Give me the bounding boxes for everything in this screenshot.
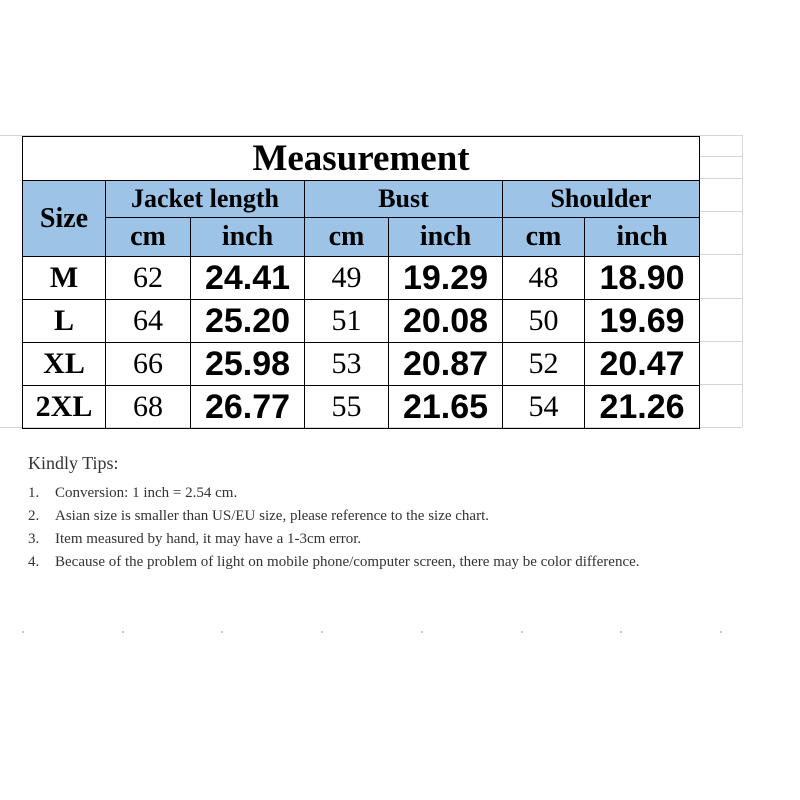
table-row	[23, 386, 700, 429]
unit-cm-header: cm	[503, 218, 585, 257]
size-cell: L	[23, 300, 106, 343]
tip-text: Asian size is smaller than US/EU size, please reference to the size chart.	[55, 508, 489, 524]
jacket-cm-cell: 66	[106, 343, 191, 386]
size-cell: M	[23, 257, 106, 300]
table-row	[23, 300, 700, 343]
jacket-inch-cell: 25.98	[191, 343, 305, 386]
jacket-cm-cell: 64	[106, 300, 191, 343]
bust-header: Bust	[305, 181, 503, 218]
unit-inch-header: inch	[585, 218, 700, 257]
size-cell: 2XL	[23, 386, 106, 429]
shoulder-inch-cell: 21.26	[585, 386, 700, 429]
grid-line	[700, 341, 742, 342]
list-item	[28, 551, 688, 574]
unit-inch-header: inch	[191, 218, 305, 257]
size-cell: XL	[23, 343, 106, 386]
grid-line	[700, 156, 742, 157]
shoulder-inch-cell: 19.69	[585, 300, 700, 343]
tip-number: 1.	[28, 485, 40, 501]
jacket-inch-cell: 26.77	[191, 386, 305, 429]
bust-inch-cell: 20.87	[389, 343, 503, 386]
jacket-inch-cell: 24.41	[191, 257, 305, 300]
jacket-cm-cell: 68	[106, 386, 191, 429]
bust-inch-cell: 19.29	[389, 257, 503, 300]
tip-number: 2.	[28, 508, 40, 524]
bust-inch-cell: 21.65	[389, 386, 503, 429]
list-item	[28, 505, 688, 528]
shoulder-header: Shoulder	[503, 181, 700, 218]
tip-text: Item measured by hand, it may have a 1-3cm error.	[55, 531, 362, 547]
size-column-header: Size	[23, 181, 106, 257]
grid-line	[700, 384, 742, 385]
bust-cm-cell: 55	[305, 386, 389, 429]
bust-inch-cell: 20.08	[389, 300, 503, 343]
grid-line	[700, 178, 742, 179]
shoulder-cm-cell: 52	[503, 343, 585, 386]
unit-cm-header: cm	[305, 218, 389, 257]
dotted-separator	[22, 631, 722, 633]
table-row	[23, 257, 700, 300]
tip-number: 4.	[28, 554, 40, 570]
tips-title: Kindly Tips:	[28, 453, 119, 473]
unit-inch-header: inch	[389, 218, 503, 257]
grid-line	[700, 211, 742, 212]
jacket-length-header: Jacket length	[106, 181, 305, 218]
grid-line	[700, 298, 742, 299]
tips-list	[28, 482, 688, 574]
shoulder-cm-cell: 50	[503, 300, 585, 343]
list-item	[28, 482, 688, 505]
jacket-inch-cell: 25.20	[191, 300, 305, 343]
grid-line	[742, 135, 743, 427]
shoulder-cm-cell: 48	[503, 257, 585, 300]
table-row	[23, 343, 700, 386]
bust-cm-cell: 49	[305, 257, 389, 300]
unit-cm-header: cm	[106, 218, 191, 257]
table-title: Measurement	[23, 137, 700, 181]
bust-cm-cell: 51	[305, 300, 389, 343]
shoulder-inch-cell: 18.90	[585, 257, 700, 300]
shoulder-cm-cell: 54	[503, 386, 585, 429]
measurement-table	[22, 136, 700, 429]
list-item	[28, 528, 688, 551]
bust-cm-cell: 53	[305, 343, 389, 386]
tip-text: Conversion: 1 inch = 2.54 cm.	[55, 485, 238, 501]
jacket-cm-cell: 62	[106, 257, 191, 300]
shoulder-inch-cell: 20.47	[585, 343, 700, 386]
tip-text: Because of the problem of light on mobile phone/computer screen, there may be color difference.	[55, 554, 640, 570]
grid-line	[700, 254, 742, 255]
tip-number: 3.	[28, 531, 40, 547]
